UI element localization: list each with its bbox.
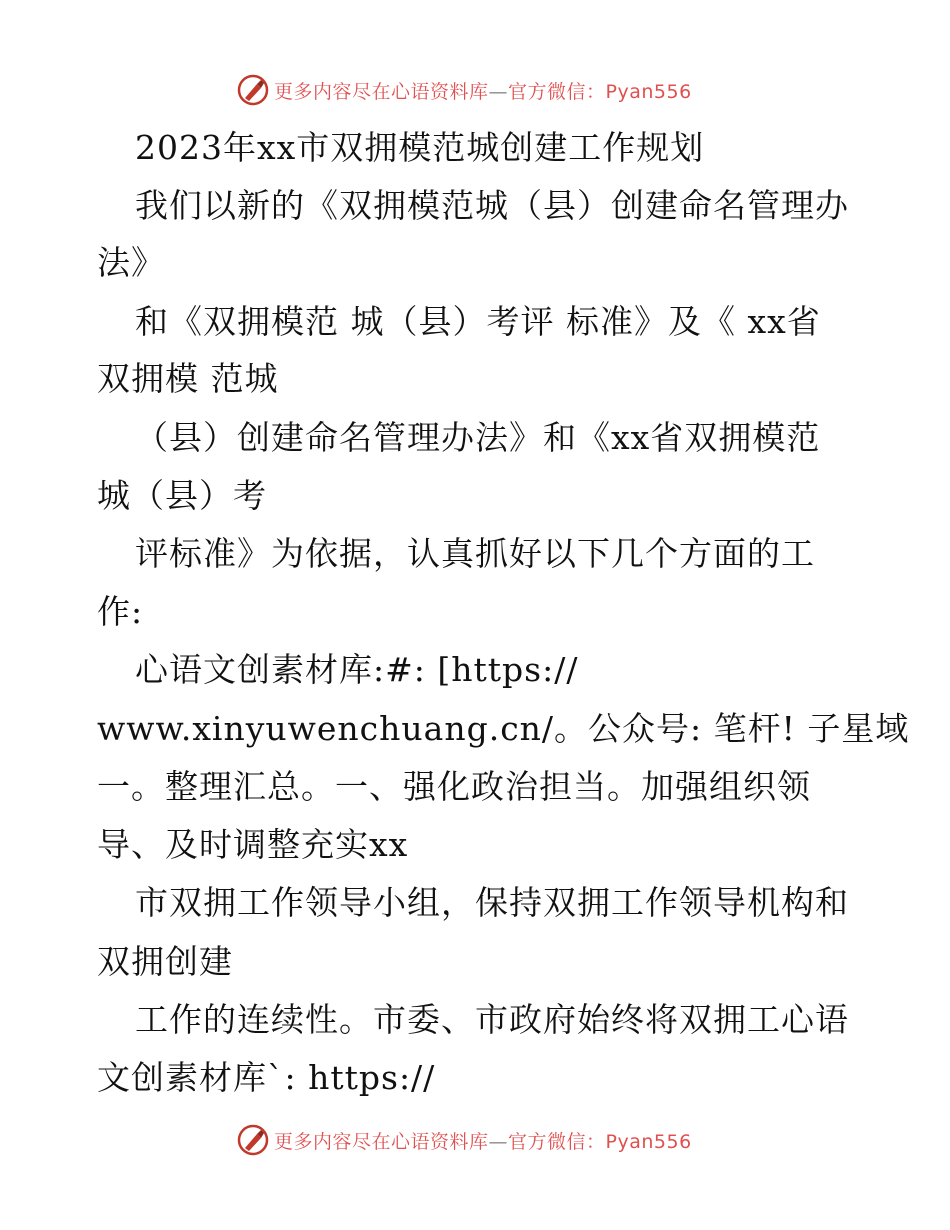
pen-logo-icon bbox=[236, 73, 270, 107]
text-line: 法》 bbox=[97, 243, 165, 282]
text-line: 和《双拥模范 城（县）考评 标准》及《 xx省 bbox=[135, 302, 821, 341]
footer-watermark bbox=[236, 1123, 692, 1157]
text-line: （县）创建命名管理办法》和《xx省双拥模范 bbox=[135, 418, 821, 457]
text-line: 我们以新的《双拥模范城（县）创建命名管理办 bbox=[135, 186, 849, 225]
text-line: 一。整理汇总。一、强化政治担当。加强组织领 bbox=[97, 767, 811, 806]
text-line: 评标准》为依据，认真抓好以下几个方面的工 bbox=[135, 534, 815, 573]
text-line: 导、及时调整充实xx bbox=[97, 825, 409, 864]
text-line: www.xinyuwenchuang.cn/。公众号: 笔杆! 子星域 bbox=[97, 709, 910, 748]
text-line: 双拥模 范城 bbox=[97, 359, 279, 398]
document-title: 2023年xx市双拥模范城创建工作规划 bbox=[135, 128, 705, 167]
watermark-text: 更多内容尽在心语资料库—官方微信：Pyan556 bbox=[274, 1130, 692, 1153]
text-line: 城（县）考 bbox=[97, 476, 267, 515]
pen-logo-icon bbox=[236, 1123, 270, 1157]
header-watermark bbox=[236, 73, 692, 107]
text-line: 工作的连续性。市委、市政府始终将双拥工心语 bbox=[135, 1000, 849, 1039]
text-line: 市双拥工作领导小组，保持双拥工作领导机构和 bbox=[135, 883, 849, 922]
text-line: 作: bbox=[97, 592, 144, 631]
watermark-text: 更多内容尽在心语资料库—官方微信：Pyan556 bbox=[274, 80, 692, 103]
text-line: 文创素材库`: https:// bbox=[97, 1058, 436, 1097]
text-line: 心语文创素材库:#: [https:// bbox=[135, 650, 579, 689]
text-line: 双拥创建 bbox=[97, 942, 233, 981]
